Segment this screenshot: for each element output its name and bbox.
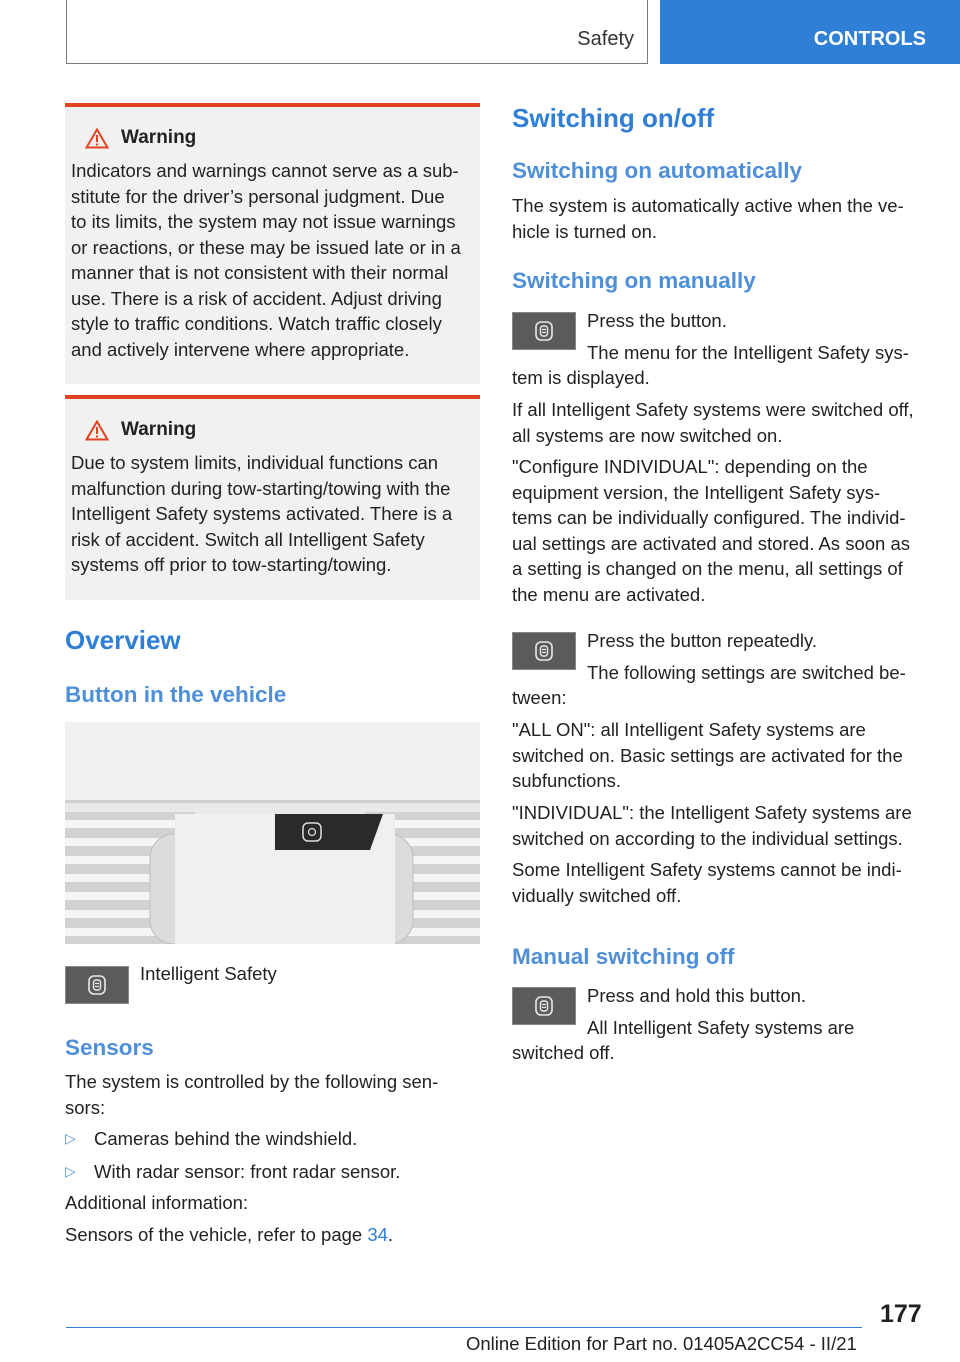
manual-on-heading: Switching on manually: [512, 268, 756, 293]
chapter-tab[interactable]: [660, 0, 960, 64]
section-title: Safety: [577, 28, 634, 50]
chapter-tab-label: CONTROLS: [813, 27, 926, 50]
vehicle-button-photo: [65, 722, 480, 944]
list-item: ▷ With radar sensor: front radar sensor.: [65, 1159, 480, 1185]
warning-text: Indicators and warnings cannot serve as a sub- stitute for the driver’s personal judgment. Due to its limits, the system may not issue warnings or reactions, or these may be issued late or in a manner that is not consistent with their normal use. There is a risk of accident. Adjust driving style to traffic conditions. Watch traffic closely and actively intervene where appropriate.: [71, 160, 461, 360]
additional-info-label: Additional information:: [65, 1192, 249, 1213]
menu-displayed-text: The menu for the Intelligent Safety sys-: [587, 342, 909, 363]
warning-triangle-icon: [85, 128, 109, 149]
press-repeatedly-text: Press the button repeatedly.: [587, 630, 818, 651]
cannot-switch-off-text: Some Intelligent Safety systems cannot be indi- vidually switched off.: [512, 859, 902, 906]
triangle-bullet-icon: ▷: [65, 1162, 76, 1179]
following-settings-text-cont: tween:: [512, 687, 567, 708]
following-settings-text: The following settings are switched be-: [587, 662, 906, 683]
press-hold-text: Press and hold this button.: [587, 985, 807, 1006]
intelligent-safety-icon: [533, 640, 555, 662]
switching-heading: Switching on/off: [512, 103, 715, 133]
press-button-text: Press the button.: [587, 310, 727, 331]
intelligent-safety-button-image: [512, 312, 576, 350]
intelligent-safety-icon: [533, 320, 555, 342]
intelligent-safety-button-image: [65, 966, 129, 1004]
all-off-result-text-cont: switched off.: [512, 1042, 615, 1063]
sensors-reference: Sensors of the vehicle, refer to page 34.: [65, 1224, 394, 1245]
intelligent-safety-button-image: [512, 987, 576, 1025]
menu-displayed-text-cont: tem is displayed.: [512, 367, 650, 388]
button-in-vehicle-heading: Button in the vehicle: [65, 682, 287, 707]
auto-text: The system is automatically active when the ve- hicle is turned on.: [512, 195, 904, 242]
header-frame: [66, 0, 648, 64]
page-reference-link[interactable]: 34: [367, 1224, 388, 1245]
intelligent-safety-icon: [533, 995, 555, 1017]
warning-title: Warning: [85, 419, 472, 441]
warning-box-1: [65, 103, 480, 384]
all-on-text: "ALL ON": all Intelligent Safety systems are switched on. Basic settings are activated for the subfunctions.: [512, 719, 903, 791]
auto-heading: Switching on automatically: [512, 158, 803, 183]
footer-divider: [66, 1327, 862, 1328]
edition-text: Online Edition for Part no. 01405A2CC54 - II/21: [466, 1333, 857, 1354]
page-number: 177: [880, 1300, 922, 1328]
manual-off-heading: Manual switching off: [512, 944, 735, 969]
configure-text: "Configure INDIVIDUAL": depending on the equipment version, the Intelligent Safety sys- tems can be individually configured. The individ- ual settings are activated and stored. As soon as a setting is changed on the menu, all settings of the menu are activated.: [512, 456, 910, 605]
button-caption: Intelligent Safety: [140, 963, 277, 984]
intelligent-safety-icon: [86, 974, 108, 996]
warning-text: Due to system limits, individual functions can malfunction during tow-starting/towing with the Intelligent Safety systems activated. There is a risk of accident. Switch all Intelligent Safety systems off prior to tow-starting/towing.: [71, 452, 453, 575]
all-off-result-text: All Intelligent Safety systems are: [587, 1017, 855, 1038]
list-item: ▷ Cameras behind the windshield.: [65, 1126, 480, 1152]
sensors-heading: Sensors: [65, 1035, 154, 1060]
warning-title: Warning: [85, 127, 472, 149]
overview-heading: Overview: [65, 625, 181, 655]
intelligent-safety-button-image: [512, 632, 576, 670]
warning-triangle-icon: [85, 420, 109, 441]
triangle-bullet-icon: ▷: [65, 1130, 76, 1146]
sensors-intro: The system is controlled by the following sen- sors:: [65, 1071, 439, 1118]
all-off-text: If all Intelligent Safety systems were switched off, all systems are now switched on.: [512, 399, 914, 446]
warning-box-2: [65, 395, 480, 600]
individual-text: "INDIVIDUAL": the Intelligent Safety systems are switched on according to the individual settings.: [512, 802, 912, 849]
sensors-list: [65, 1126, 480, 1191]
